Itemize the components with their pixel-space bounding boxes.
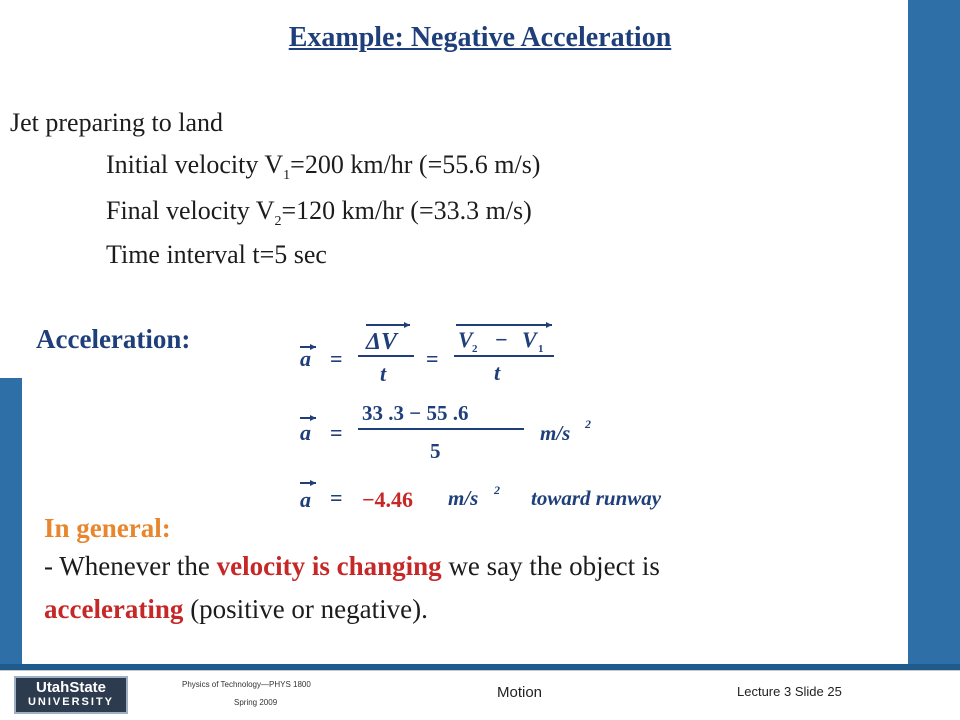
general-line1-prefix: - Whenever the xyxy=(44,551,217,581)
initial-velocity-subscript: 1 xyxy=(283,168,291,184)
eq1-a: a xyxy=(300,346,311,371)
initial-velocity-value: =200 km/hr (=55.6 m/s) xyxy=(290,150,541,179)
eq1-numerator: ΔV xyxy=(366,329,398,355)
logo-line-2: UNIVERSITY xyxy=(27,696,114,708)
general-line-2 xyxy=(44,594,428,625)
intro-line: Jet preparing to land xyxy=(10,108,223,137)
university-logo xyxy=(14,676,128,714)
lecture-slide-number: Lecture 3 Slide 25 xyxy=(737,684,842,699)
time-interval-line: Time interval t=5 sec xyxy=(106,240,327,269)
topic: Motion xyxy=(497,684,543,701)
velocity-changing-highlight: velocity is changing xyxy=(216,551,442,581)
accelerating-highlight: accelerating xyxy=(44,594,184,624)
final-velocity-value: =120 km/hr (=33.3 m/s) xyxy=(281,196,532,225)
eq1-denominator-2: t xyxy=(494,360,501,385)
eq3-unit: m/s xyxy=(448,486,479,510)
eq2-equals: = xyxy=(330,420,343,445)
eq1-v1: V xyxy=(522,327,537,352)
eq1-equals: = xyxy=(330,346,343,371)
general-label: In general: xyxy=(44,513,171,543)
eq2-a: a xyxy=(300,420,311,445)
general-line1-suffix: we say the object is xyxy=(441,551,660,581)
eq2-unit-exponent: 2 xyxy=(585,417,591,431)
eq1-v1-subscript: 1 xyxy=(538,343,544,355)
general-line2-suffix: (positive or negative). xyxy=(183,594,428,624)
final-velocity-subscript: 2 xyxy=(274,214,282,230)
eq3-value: −4.46 xyxy=(362,487,414,512)
eq1-equals-2: = xyxy=(426,346,439,371)
general-line-1 xyxy=(44,551,660,582)
eq2-numerator: 33 .3 − 55 .6 xyxy=(362,401,469,425)
eq3-equals: = xyxy=(330,485,343,510)
eq1-v2: V xyxy=(458,327,473,352)
eq2-denominator: 5 xyxy=(430,439,441,463)
slide-title: Example: Negative Acceleration xyxy=(288,22,672,53)
eq2-unit: m/s xyxy=(540,421,571,445)
course-name: Physics of Technology—PHYS 1800 xyxy=(182,680,311,689)
logo-line-1: UtahState xyxy=(35,679,106,696)
final-velocity-prefix: Final velocity V xyxy=(106,196,275,225)
acceleration-label: Acceleration: xyxy=(36,324,191,354)
eq3-a: a xyxy=(300,487,311,512)
eq1-v2-subscript: 2 xyxy=(472,343,478,355)
initial-velocity-prefix: Initial velocity V xyxy=(106,150,284,179)
eq1-minus: − xyxy=(495,327,508,352)
eq3-direction: toward runway xyxy=(531,486,662,510)
semester: Spring 2009 xyxy=(234,698,278,707)
eq1-denominator: t xyxy=(380,361,387,386)
eq3-unit-exponent: 2 xyxy=(494,483,500,497)
